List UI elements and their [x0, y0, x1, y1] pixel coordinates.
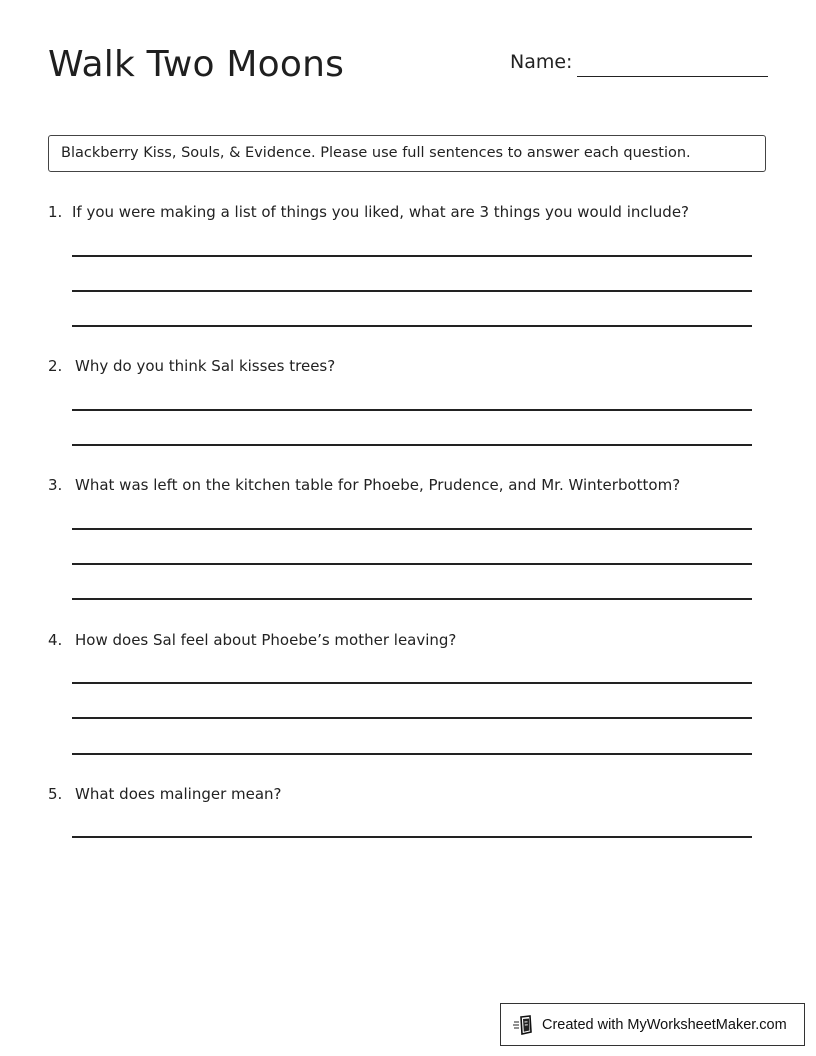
created-with-badge[interactable]: [500, 1003, 805, 1046]
question-text: Why do you think Sal kisses trees?: [75, 357, 336, 375]
answer-line[interactable]: [72, 255, 752, 257]
question-3: [48, 476, 680, 494]
answer-line[interactable]: [72, 717, 752, 719]
instructions-box: Blackberry Kiss, Souls, & Evidence. Please use full sentences to answer each question.: [48, 135, 766, 172]
question-text: What does malinger mean?: [75, 785, 282, 803]
book-icon: [513, 1014, 535, 1036]
question-number: 4.: [48, 631, 63, 649]
question-1: [48, 203, 689, 221]
answer-line[interactable]: [72, 753, 752, 755]
name-label: Name:: [510, 51, 573, 73]
answer-line[interactable]: [72, 325, 752, 327]
question-number: 3.: [48, 476, 63, 494]
credit-text: Created with MyWorksheetMaker.com: [542, 1016, 787, 1033]
page-title: Walk Two Moons: [48, 44, 345, 85]
question-5: [48, 785, 282, 803]
answer-line[interactable]: [72, 528, 752, 530]
answer-line[interactable]: [72, 563, 752, 565]
question-number: 1.: [48, 203, 63, 221]
name-field-line[interactable]: [577, 76, 768, 77]
answer-line[interactable]: [72, 682, 752, 684]
answer-line[interactable]: [72, 444, 752, 446]
question-text: How does Sal feel about Phoebe’s mother leaving?: [75, 631, 457, 649]
answer-line[interactable]: [72, 290, 752, 292]
question-text: If you were making a list of things you liked, what are 3 things you would include?: [72, 203, 690, 221]
question-4: [48, 631, 456, 649]
question-2: [48, 357, 335, 375]
question-number: 5.: [48, 785, 63, 803]
question-text: What was left on the kitchen table for Phoebe, Prudence, and Mr. Winterbottom?: [75, 476, 681, 494]
answer-line[interactable]: [72, 409, 752, 411]
answer-line[interactable]: [72, 598, 752, 600]
answer-line[interactable]: [72, 836, 752, 838]
question-number: 2.: [48, 357, 63, 375]
